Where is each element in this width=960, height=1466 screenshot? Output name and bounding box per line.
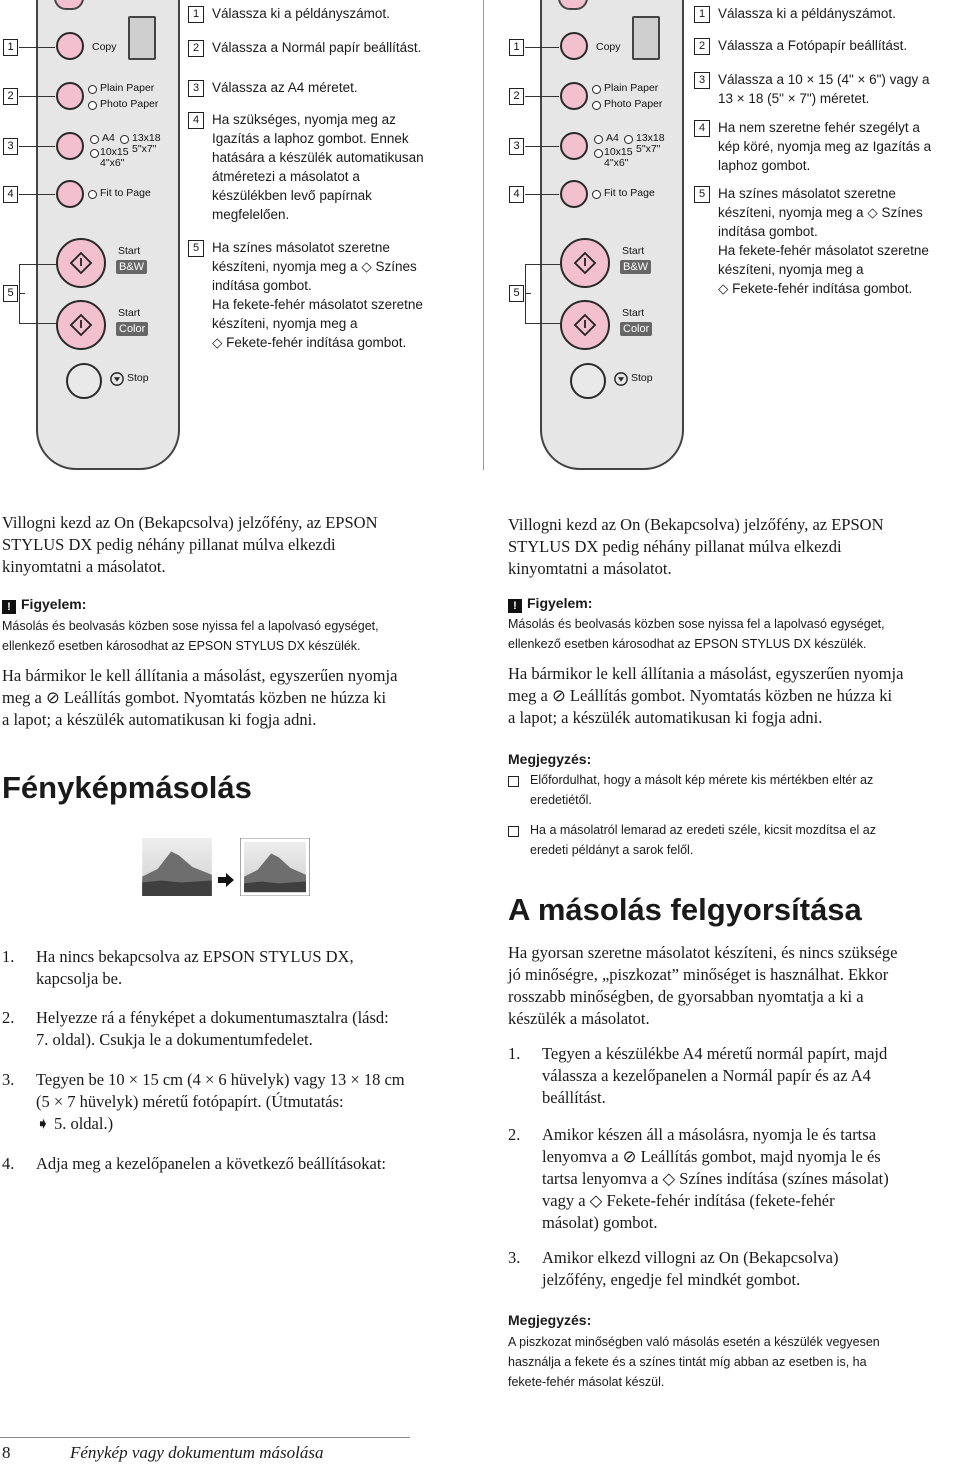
marker-5: 5 <box>509 285 524 302</box>
step-text: Válassza az A4 méretet. <box>212 80 358 95</box>
start-diamond-icon <box>69 251 93 275</box>
marker-line <box>19 194 55 195</box>
step-text: ◇ Fekete-fehér indítása gombot. <box>212 335 407 350</box>
stop-label: Stop <box>127 372 149 384</box>
step-text: Igazítás a laphoz gombot. Ennek <box>212 131 409 146</box>
right-note2-text: A piszkozat minőségben való másolás esetén a készülék vegyesen használja a fekete és a színes tintát míg abban az esetben is, ha fekete-fehér másolat készül. <box>508 1335 880 1389</box>
fit-to-page-button[interactable] <box>560 180 588 208</box>
left-paragraph-on-light: Villogni kezd az On (Bekapcsolva) jelzőfény, az EPSON STYLUS DX pedig néhány pillanat múlva elkezdi kinyomtatni a másolatot. <box>2 513 378 576</box>
photo-paper-led <box>88 101 97 110</box>
marker-line <box>19 47 55 48</box>
5x7-label: 5"x7" <box>132 143 157 155</box>
step-text: Ha színes másolatot szeretne <box>212 240 390 255</box>
left-paragraph-stop: Ha bármikor le kell állítania a másolást, egyszerűen nyomja meg a ⊘ Leállítás gombot. Nyomtatás közben ne húzza ki a lapot; a készülék automatikusan ki fogja adni. <box>2 666 398 729</box>
stop-label: Stop <box>631 372 653 384</box>
marker-3: 3 <box>3 138 18 155</box>
right-note1-item-1: Előfordulhat, hogy a másolt kép mérete kis mértékben eltér az eredetiétől. <box>530 773 874 807</box>
control-panel-left <box>36 0 180 470</box>
marker-1: 1 <box>3 39 18 56</box>
stop-icon <box>614 372 628 386</box>
plain-paper-led <box>88 85 97 94</box>
step-text: készíteni, nyomja meg a ◇ Színes <box>212 259 417 274</box>
step-number: 1 <box>188 6 204 23</box>
4x6-label: 4"x6" <box>100 157 125 169</box>
fit-to-page-button[interactable] <box>56 180 84 208</box>
marker-line <box>525 293 531 294</box>
10x15-label: 10x15 <box>100 146 129 158</box>
right-section-heading: A másolás felgyorsítása <box>508 892 862 927</box>
start-diamond-icon <box>573 251 597 275</box>
warning-icon: ! <box>508 599 522 613</box>
13x18-label: 13x18 <box>132 132 161 144</box>
start-color-label: Start <box>622 307 645 319</box>
right-note1-item-2: Ha a másolatról lemarad az eredeti széle, kicsit mozdítsa el az eredeti példányt a sarok felől. <box>530 823 876 857</box>
checkbox-bullet <box>508 826 519 837</box>
left-warning-title: ! Figyelem: <box>2 596 86 614</box>
13x18-label: 13x18 <box>636 132 665 144</box>
right-warning-text: Másolás és beolvasás közben sose nyissa fel a lapolvasó egységet, ellenkező esetben károsodhat az EPSON STYLUS DX készülék. <box>508 617 885 651</box>
a4-led <box>594 135 603 144</box>
10x15-led <box>90 149 99 158</box>
a4-label: A4 <box>606 132 619 144</box>
step-text: indítása gombot. <box>212 278 312 293</box>
copy-button[interactable] <box>56 32 84 60</box>
footer-section-title: Fénykép vagy dokumentum másolása <box>70 1443 324 1462</box>
color-badge: Color <box>116 322 148 336</box>
photo-paper-label: Photo Paper <box>604 98 663 110</box>
fit-to-page-led <box>592 190 601 199</box>
marker-5: 5 <box>3 285 18 302</box>
step-text: Válassza a Normál papír beállítást. <box>212 40 422 55</box>
step-number: 5 <box>188 240 204 257</box>
marker-line <box>19 146 55 147</box>
bw-badge: B&W <box>116 260 147 274</box>
13x18-led <box>120 135 129 144</box>
step-text: megfelelően. <box>212 207 290 222</box>
marker-2: 2 <box>3 88 18 105</box>
paper-size-button[interactable] <box>56 132 84 160</box>
panel-top-button <box>54 0 84 10</box>
step-text: Válassza ki a példányszámot. <box>718 6 896 21</box>
marker-line <box>525 96 559 97</box>
stop-button[interactable] <box>570 363 606 399</box>
step-text: átméretezi a másolatot a <box>212 169 360 184</box>
step-text: indítása gombot. <box>718 224 818 239</box>
warning-icon: ! <box>2 600 16 614</box>
panel-top-button <box>558 0 588 10</box>
page-number: 8 <box>2 1443 11 1462</box>
step-text: készíteni, nyomja meg a ◇ Színes <box>718 205 923 220</box>
13x18-led <box>624 135 633 144</box>
footer-rule <box>0 1437 410 1438</box>
step-text: Válassza ki a példányszámot. <box>212 6 390 21</box>
column-divider <box>483 0 484 470</box>
copied-photo-image <box>240 838 310 896</box>
a4-label: A4 <box>102 132 115 144</box>
start-bw-label: Start <box>622 245 645 257</box>
plain-paper-label: Plain Paper <box>604 82 659 94</box>
step-text: Válassza a 10 × 15 (4" × 6") vagy a <box>718 72 930 87</box>
step-text: Ha szükséges, nyomja meg az <box>212 112 396 127</box>
a4-led <box>90 135 99 144</box>
4x6-label: 4"x6" <box>604 157 629 169</box>
stop-button[interactable] <box>66 363 102 399</box>
step-text: Ha színes másolatot szeretne <box>718 186 896 201</box>
right-paragraph-stop: Ha bármikor le kell állítania a másolást, egyszerűen nyomja meg a ⊘ Leállítás gombot. Nyomtatás közben ne húzza ki a lapot; a készülék automatikusan ki fogja adni. <box>508 664 904 727</box>
step-text: 13 × 18 (5" × 7") méretet. <box>718 91 870 106</box>
step-text: Ha nem szeretne fehér szegélyt a <box>718 120 920 135</box>
marker-1: 1 <box>509 39 524 56</box>
step-number: 4 <box>188 112 204 129</box>
paper-type-button[interactable] <box>560 82 588 110</box>
marker-2: 2 <box>509 88 524 105</box>
step-text: ◇ Fekete-fehér indítása gombot. <box>718 281 913 296</box>
left-warning-text: Másolás és beolvasás közben sose nyissa fel a lapolvasó egységet, ellenkező esetben károsodhat az EPSON STYLUS DX készülék. <box>2 619 379 653</box>
right-paragraph-on-light: Villogni kezd az On (Bekapcsolva) jelzőfény, az EPSON STYLUS DX pedig néhány pillanat múlva elkezdi kinyomtatni a másolatot. <box>508 515 884 578</box>
marker-4: 4 <box>3 186 18 203</box>
step-number: 2 <box>694 38 710 55</box>
paper-size-button[interactable] <box>560 132 588 160</box>
right-paragraph-draft: Ha gyorsan szeretne másolatot készíteni, és nincs szüksége jó minőségre, „piszkozat” minőséget is használhat. Ekkor rosszabb minőségben, de gyorsabban nyomtatja a ki a készülék a másolatot. <box>508 943 898 1028</box>
right-note1-title: Megjegyzés: <box>508 751 592 767</box>
marker-line <box>525 47 559 48</box>
photo-paper-label: Photo Paper <box>100 98 159 110</box>
step-text: kép köré, nyomja meg az Igazítás a <box>718 139 932 154</box>
checkbox-bullet <box>508 776 519 787</box>
step-text: készíteni, nyomja meg a <box>718 262 864 277</box>
right-note2-title: Megjegyzés: <box>508 1312 592 1328</box>
step-number: 5 <box>694 186 710 203</box>
step-number: 3 <box>694 72 710 89</box>
fit-to-page-label: Fit to Page <box>604 187 655 199</box>
original-photo-image <box>142 838 212 896</box>
step-text: készíteni, nyomja meg a <box>212 316 358 331</box>
plain-paper-label: Plain Paper <box>100 82 155 94</box>
fit-to-page-label: Fit to Page <box>100 187 151 199</box>
right-warning-title: ! Figyelem: <box>508 595 592 613</box>
start-diamond-icon <box>69 313 93 337</box>
arrow-icon <box>218 873 234 887</box>
copy-label: Copy <box>596 41 621 53</box>
control-panel-right <box>540 0 684 470</box>
step-number: 3 <box>188 80 204 97</box>
color-badge: Color <box>620 322 652 336</box>
copy-label: Copy <box>92 41 117 53</box>
copy-count-display <box>632 16 660 60</box>
paper-type-button[interactable] <box>56 82 84 110</box>
left-section-heading: Fényképmásolás <box>2 770 252 805</box>
10x15-label: 10x15 <box>604 146 633 158</box>
start-color-label: Start <box>118 307 141 319</box>
step-text: Ha fekete-fehér másolatot szeretne <box>212 297 423 312</box>
step-text: hatására a készülék automatikusan <box>212 150 424 165</box>
photo-paper-led <box>592 101 601 110</box>
marker-line <box>525 194 559 195</box>
plain-paper-led <box>592 85 601 94</box>
marker-line <box>19 96 55 97</box>
step-number: 1 <box>694 6 710 23</box>
copy-button[interactable] <box>560 32 588 60</box>
copy-count-display <box>128 16 156 60</box>
stop-icon <box>110 372 124 386</box>
fit-to-page-led <box>88 190 97 199</box>
start-bw-label: Start <box>118 245 141 257</box>
marker-line <box>19 293 25 294</box>
step-text: készülékben levő papírnak <box>212 188 372 203</box>
step-number: 4 <box>694 120 710 137</box>
step-text: Ha fekete-fehér másolatot szeretne <box>718 243 929 258</box>
10x15-led <box>594 149 603 158</box>
marker-line <box>525 146 559 147</box>
5x7-label: 5"x7" <box>636 143 661 155</box>
step-number: 2 <box>188 40 204 57</box>
marker-3: 3 <box>509 138 524 155</box>
step-text: Válassza a Fotópapír beállítást. <box>718 38 908 53</box>
start-diamond-icon <box>573 313 597 337</box>
bw-badge: B&W <box>620 260 651 274</box>
marker-4: 4 <box>509 186 524 203</box>
step-text: laphoz gombot. <box>718 158 811 173</box>
